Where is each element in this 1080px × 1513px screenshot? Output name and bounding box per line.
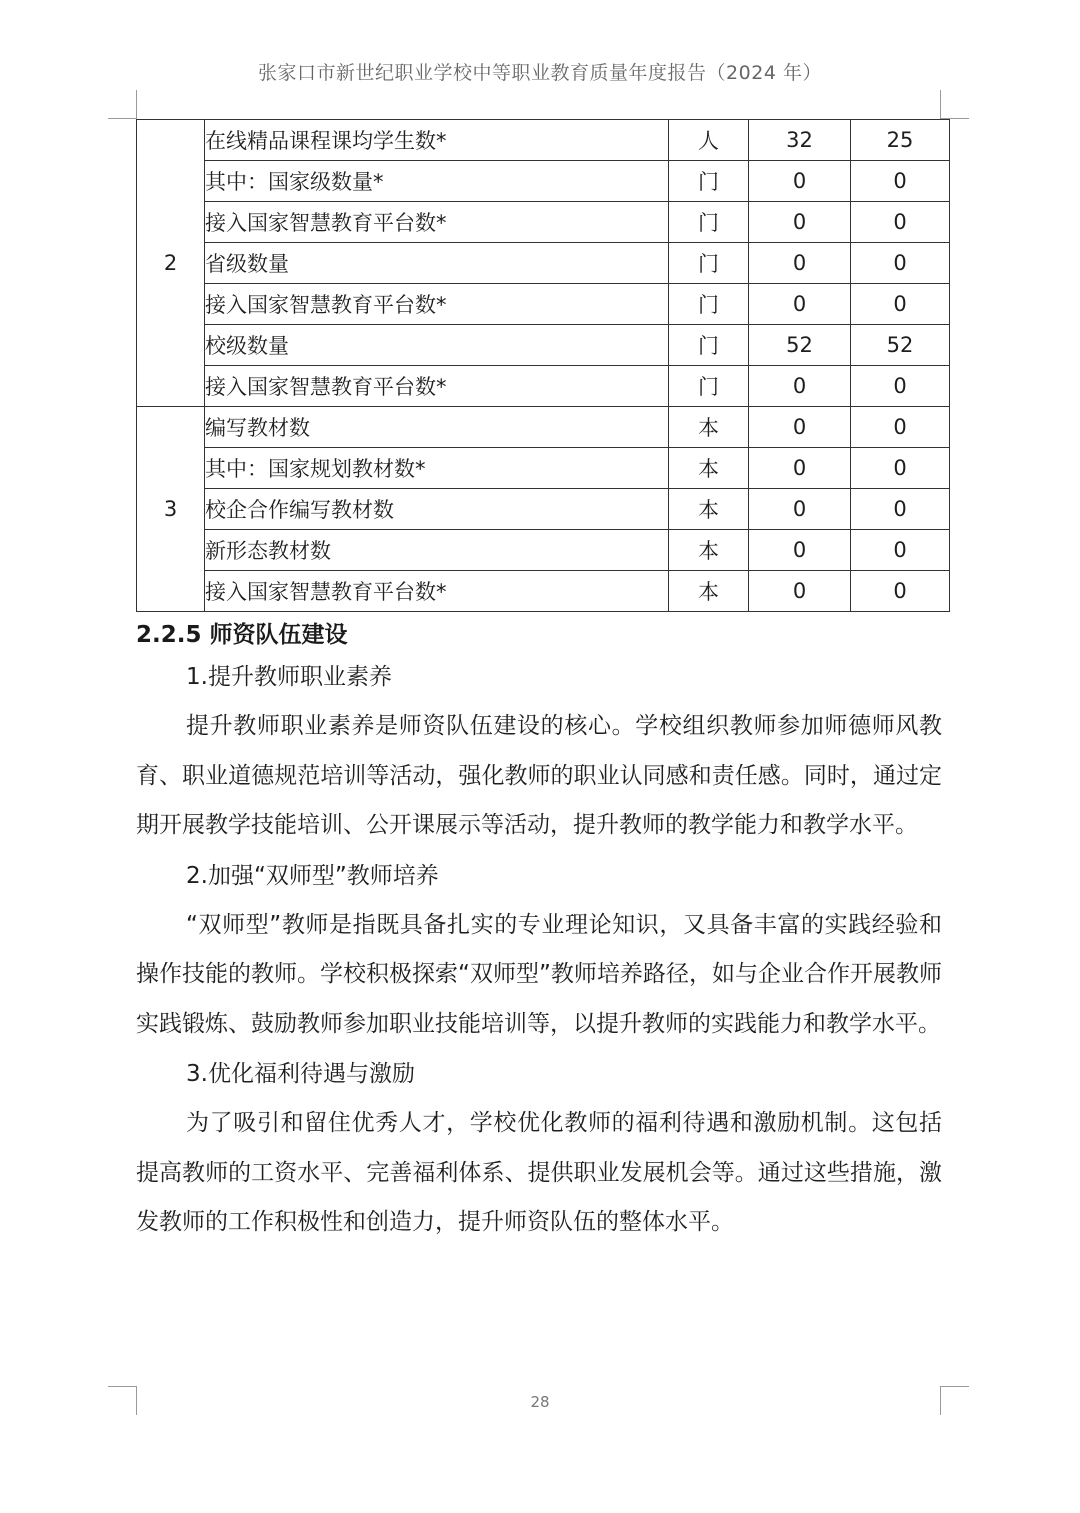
item-label: 校企合作编写教材数 bbox=[205, 489, 669, 530]
value-cell: 0 bbox=[749, 448, 851, 489]
unit-cell: 本 bbox=[669, 489, 749, 530]
value-cell: 0 bbox=[851, 448, 950, 489]
group-index: 3 bbox=[137, 407, 205, 612]
item-label: 新形态教材数 bbox=[205, 530, 669, 571]
paragraph: “双师型”教师是指既具备扎实的专业理论知识，又具备丰富的实践经验和操作技能的教师。学校积极探索“双师型”教师培养路径，如与企业合作开展教师实践锻炼、鼓励教师参加职业技能培训等，以提升教师的实践能力和教学水平。 bbox=[136, 911, 942, 1037]
item-label: 接入国家智慧教育平台数* bbox=[205, 284, 669, 325]
unit-cell: 本 bbox=[669, 407, 749, 448]
value-cell: 25 bbox=[851, 120, 950, 161]
unit-cell: 门 bbox=[669, 161, 749, 202]
subsection-heading: 1.提升教师职业素养 bbox=[186, 664, 392, 690]
value-cell: 0 bbox=[851, 407, 950, 448]
value-cell: 0 bbox=[851, 489, 950, 530]
section-title: 2.2.5 师资队伍建设 bbox=[136, 622, 348, 648]
statistics-table bbox=[136, 119, 950, 612]
value-cell: 52 bbox=[749, 325, 851, 366]
value-cell: 0 bbox=[749, 489, 851, 530]
paragraph: 为了吸引和留住优秀人才，学校优化教师的福利待遇和激励机制。这包括提高教师的工资水平、完善福利体系、提供职业发展机会等。通过这些措施，激发教师的工作积极性和创造力，提升师资队伍的整体水平。 bbox=[136, 1110, 942, 1235]
item-label: 其中：国家规划教材数* bbox=[205, 448, 669, 489]
subsection-heading: 2.加强“双师型”教师培养 bbox=[186, 862, 439, 889]
item-label: 接入国家智慧教育平台数* bbox=[205, 366, 669, 407]
group-index: 2 bbox=[137, 120, 205, 407]
value-cell: 32 bbox=[749, 120, 851, 161]
crop-mark-top-right bbox=[940, 90, 969, 119]
table-row bbox=[137, 571, 950, 612]
unit-cell: 门 bbox=[669, 284, 749, 325]
table-row bbox=[137, 366, 950, 407]
value-cell: 0 bbox=[851, 284, 950, 325]
unit-cell: 人 bbox=[669, 120, 749, 161]
table-row bbox=[137, 284, 950, 325]
value-cell: 0 bbox=[749, 243, 851, 284]
value-cell: 0 bbox=[851, 366, 950, 407]
value-cell: 0 bbox=[851, 530, 950, 571]
item-label: 在线精品课程课均学生数* bbox=[205, 120, 669, 161]
value-cell: 0 bbox=[851, 202, 950, 243]
table-row bbox=[137, 325, 950, 366]
value-cell: 0 bbox=[851, 243, 950, 284]
table-row bbox=[137, 407, 950, 448]
value-cell: 0 bbox=[749, 571, 851, 612]
table-row bbox=[137, 202, 950, 243]
value-cell: 0 bbox=[749, 161, 851, 202]
table-row bbox=[137, 530, 950, 571]
table-row bbox=[137, 161, 950, 202]
item-label: 接入国家智慧教育平台数* bbox=[205, 202, 669, 243]
unit-cell: 本 bbox=[669, 448, 749, 489]
unit-cell: 本 bbox=[669, 530, 749, 571]
table-row bbox=[137, 120, 950, 161]
value-cell: 0 bbox=[749, 366, 851, 407]
section-content bbox=[136, 618, 942, 1248]
value-cell: 0 bbox=[749, 530, 851, 571]
item-label: 编写教材数 bbox=[205, 407, 669, 448]
page-number: 28 bbox=[530, 1393, 550, 1411]
value-cell: 0 bbox=[851, 571, 950, 612]
value-cell: 0 bbox=[851, 161, 950, 202]
crop-mark-top-left bbox=[108, 90, 137, 119]
page-header: 张家口市新世纪职业学校中等职业教育质量年度报告（2024 年） bbox=[258, 62, 822, 84]
item-label: 其中：国家级数量* bbox=[205, 161, 669, 202]
item-label: 接入国家智慧教育平台数* bbox=[205, 571, 669, 612]
subsection-heading: 3.优化福利待遇与激励 bbox=[186, 1061, 415, 1087]
unit-cell: 门 bbox=[669, 325, 749, 366]
unit-cell: 门 bbox=[669, 243, 749, 284]
value-cell: 0 bbox=[749, 202, 851, 243]
item-label: 省级数量 bbox=[205, 243, 669, 284]
unit-cell: 门 bbox=[669, 202, 749, 243]
value-cell: 0 bbox=[749, 407, 851, 448]
table-row bbox=[137, 243, 950, 284]
unit-cell: 本 bbox=[669, 571, 749, 612]
unit-cell: 门 bbox=[669, 366, 749, 407]
table-row bbox=[137, 448, 950, 489]
table-row bbox=[137, 489, 950, 530]
item-label: 校级数量 bbox=[205, 325, 669, 366]
paragraph: 提升教师职业素养是师资队伍建设的核心。学校组织教师参加师德师风教育、职业道德规范培训等活动，强化教师的职业认同感和责任感。同时，通过定期开展教学技能培训、公开课展示等活动，提升教师的教学能力和教学水平。 bbox=[136, 713, 942, 838]
value-cell: 0 bbox=[749, 284, 851, 325]
value-cell: 52 bbox=[851, 325, 950, 366]
